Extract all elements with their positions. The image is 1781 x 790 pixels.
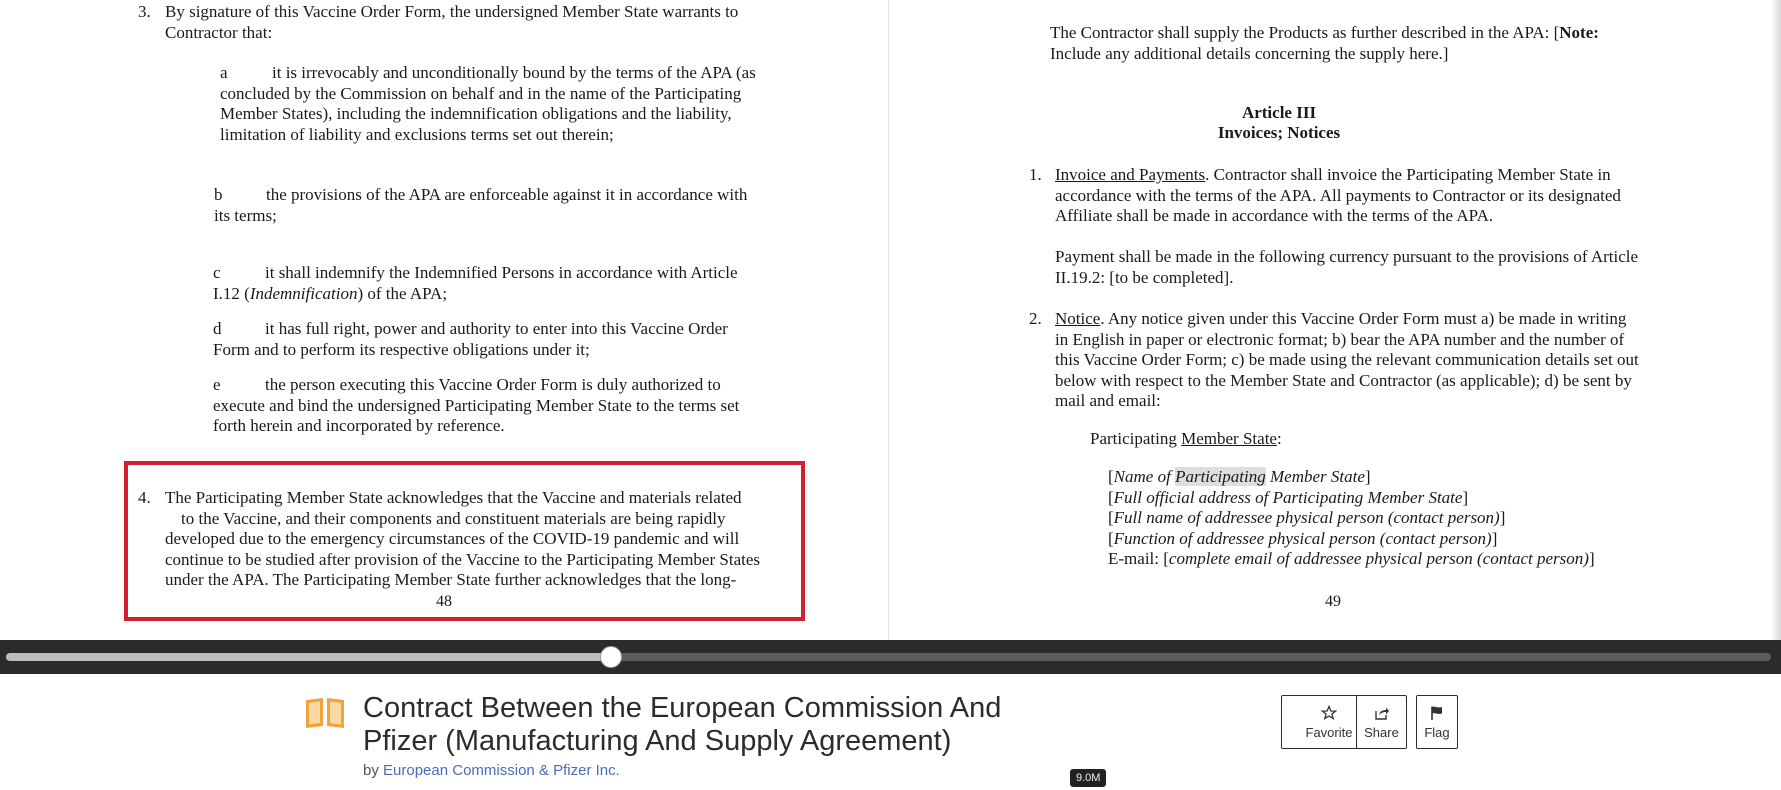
- article-title: Article III: [1241, 103, 1317, 122]
- clause-d-label: d: [213, 319, 222, 338]
- address-function-line: [Function of addressee physical person (contact person)]: [1108, 528, 1498, 548]
- favorite-button[interactable]: Favorite: [1281, 695, 1377, 749]
- item-4-number: 4.: [138, 488, 151, 507]
- item-1-text: Invoice and Payments. Contractor shall invoice the Participating Member State in accordance with the terms of the APA. All payments to Contractor or its designated Affiliate shall be made in accordance with the terms of the APA.: [1055, 165, 1621, 225]
- page-number-49: 49: [1325, 593, 1341, 610]
- page-scrubber[interactable]: [0, 640, 1781, 674]
- article-subtitle: Invoices; Notices: [1217, 123, 1341, 142]
- payment-paragraph: Payment shall be made in the following currency pursuant to the provisions of Article II.19.2: [to be completed].: [1055, 247, 1639, 287]
- item-4-text: The Participating Member State acknowledges that the Vaccine and materials related to the Vaccine, and their components and constituent materials are being rapidly developed due to the emergency circumstances of the COVID-19 pandemic and will continue to be studied after provision of the Vaccine to the Participating Member States under the APA. The Participating Member State further acknowledges that the long-: [165, 488, 760, 589]
- scrubber-track[interactable]: [6, 653, 1771, 661]
- item-2-number: 2.: [1029, 309, 1042, 328]
- address-email-line: E-mail: [complete email of addressee physical person (contact person)]: [1108, 549, 1595, 568]
- highlight-annotation-box: [124, 461, 805, 621]
- address-name-line: [Name of Participating Member State]: [1108, 467, 1371, 486]
- star-icon: [1321, 705, 1337, 721]
- address-official-line: [Full official address of Participating Member State]: [1108, 487, 1469, 507]
- clause-b: b the provisions of the APA are enforceable against it in accordance with its terms;: [214, 185, 748, 225]
- page-edge-shadow: [1771, 0, 1781, 640]
- item-3-text: By signature of this Vaccine Order Form, the undersigned Member State warrants to Contractor that:: [165, 2, 739, 42]
- invoice-heading: Invoice and Payments: [1055, 165, 1206, 184]
- author-link[interactable]: European Commission & Pfizer Inc.: [383, 762, 620, 779]
- notice-heading: Notice: [1055, 309, 1101, 328]
- clause-b-label: b: [214, 185, 223, 204]
- views-count-badge: 9.0M: [1070, 769, 1106, 787]
- flag-button[interactable]: Flag: [1416, 695, 1458, 749]
- item-byline: by European Commission & Pfizer Inc.: [363, 762, 620, 779]
- book-icon: [304, 696, 346, 730]
- flag-icon: [1429, 705, 1445, 721]
- item-1-number: 1.: [1029, 165, 1042, 184]
- address-fullname-line: [Full name of addressee physical person (contact person)]: [1108, 508, 1506, 527]
- address-block: [1108, 467, 1628, 570]
- supply-paragraph: The Contractor shall supply the Products as further described in the APA: [Note: Include any additional details concerning the supply here.]: [1050, 23, 1599, 63]
- item-2-text: Notice. Any notice given under this Vaccine Order Form must a) be made in writing in English in paper or electronic format; b) bear the APA number and the number of this Vaccine Order Form; c) be made using the relevant communication details set out below with respect to the Member State and Contractor (as applicable); d) be sent by mail and email:: [1055, 309, 1639, 410]
- share-icon: [1374, 705, 1390, 721]
- scrubber-handle[interactable]: [600, 646, 622, 668]
- clause-e: e the person executing this Vaccine Order Form is duly authorized to execute and bind the undersigned Participating Member State to the terms set forth herein and incorporated by reference.: [213, 375, 740, 435]
- clause-a-label: a: [220, 63, 228, 82]
- clause-c-label: c: [213, 263, 221, 282]
- clause-d: d it has full right, power and authority to enter into this Vaccine Order Form and to perform its respective obligations under it;: [213, 319, 728, 359]
- item-3-number: 3.: [138, 2, 151, 21]
- scrubber-progress: [6, 653, 611, 661]
- item-title: Contract Between the European Commission And Pfizer (Manufacturing And Supply Agreement): [363, 692, 1002, 757]
- clause-c: c it shall indemnify the Indemnified Persons in accordance with Article I.12 (Indemnification) of the APA;: [213, 263, 738, 303]
- participating-member-state-label: Participating Member State:: [1090, 429, 1282, 448]
- page-number-48: 48: [436, 593, 452, 610]
- share-button[interactable]: Share: [1356, 695, 1407, 749]
- clause-e-label: e: [213, 375, 221, 394]
- search-highlight: Participating: [1175, 467, 1266, 486]
- clause-a: a it is irrevocably and unconditionally bound by the terms of the APA (as concluded by the Commission on behalf and in the name of the Participating Member States), including the indemnification obligations and the liability, limitation of liability and exclusions terms set out therein;: [220, 63, 756, 144]
- item-info-bar: [0, 674, 1781, 790]
- page-48: [0, 0, 888, 640]
- page-49: [888, 0, 1781, 640]
